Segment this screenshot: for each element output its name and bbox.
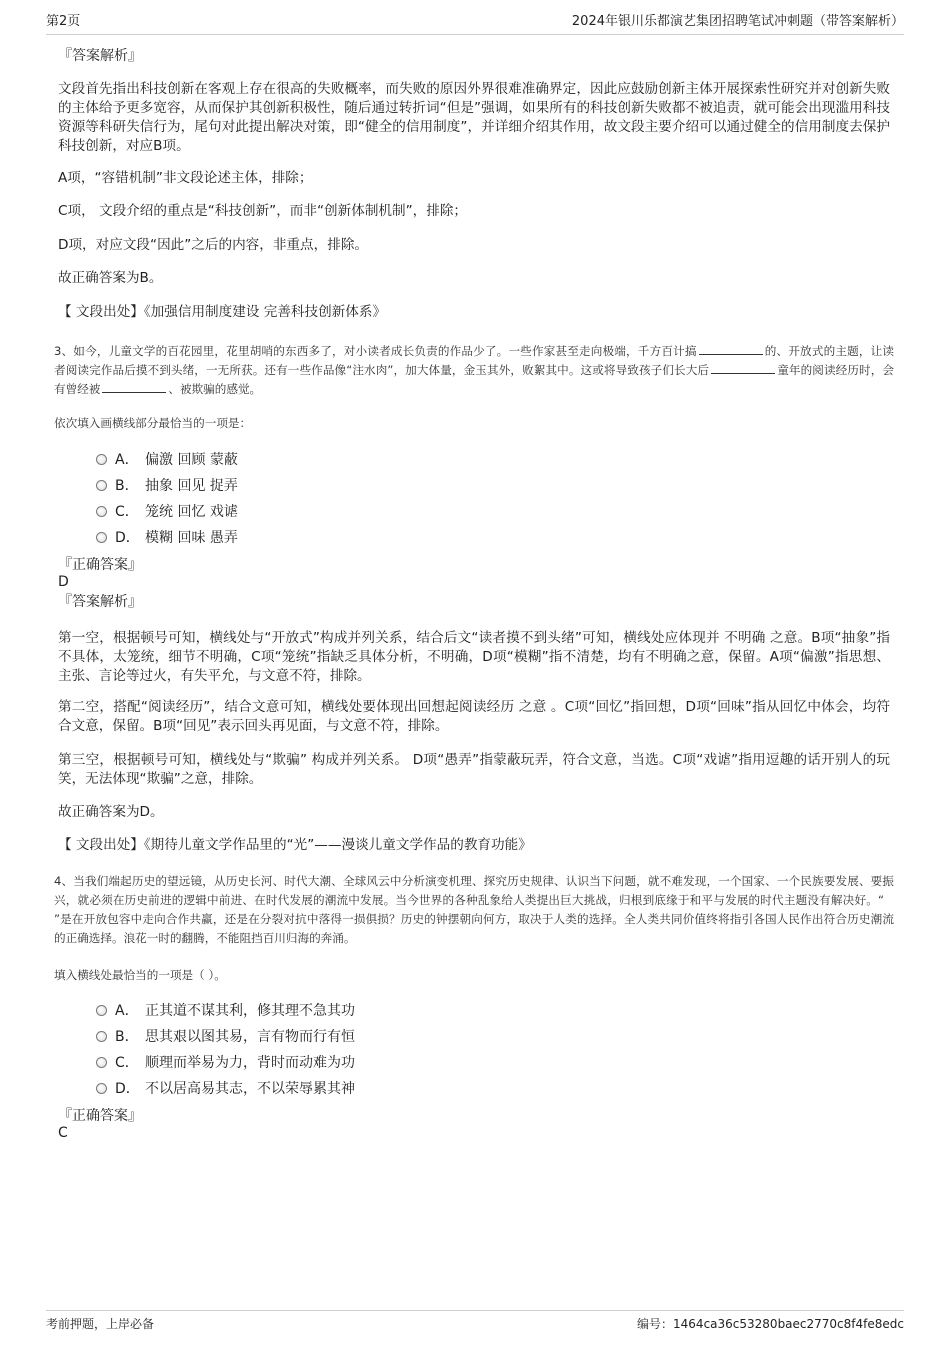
radio-icon[interactable] bbox=[96, 506, 107, 517]
option-text: 偏激 回顾 蒙蔽 bbox=[145, 452, 238, 468]
option-text: 顺理而举易为力，背时而动难为功 bbox=[145, 1055, 355, 1071]
answer-value: C bbox=[58, 1125, 68, 1141]
radio-icon[interactable] bbox=[96, 480, 107, 491]
question-text: ”是在开放包容中走向合作共赢，还是在分裂对抗中落得一损俱损？历史的钟摆朝向何方，取决于人类的选择。全人类共同价值终将指引各国人民作出符合历史潮流的正确选择。浪花一时的翻腾，不能阻挡百川归海的奔涌。 bbox=[54, 912, 894, 945]
question-3-text bbox=[54, 342, 894, 399]
instruction-text: 填入横线处最恰当的一项是（ ）。 bbox=[54, 968, 226, 982]
radio-icon[interactable] bbox=[96, 1005, 107, 1016]
radio-icon[interactable] bbox=[96, 454, 107, 465]
q3-source bbox=[58, 836, 890, 855]
answer-value: D bbox=[58, 574, 69, 590]
q3-analysis-para-1 bbox=[58, 629, 890, 686]
option-b[interactable] bbox=[96, 472, 928, 498]
option-text: 正其道不谋其利，修其理不急其功 bbox=[145, 1003, 355, 1019]
radio-icon[interactable] bbox=[96, 1083, 107, 1094]
para-text: 第二空，搭配“阅读经历”，结合文意可知，横线处要体现出回想起阅读经历 之意 。C项“回忆”指回想，D项“回味”指从回忆中体会，均符合文意，保留。B项“回见”表示回头再见面，与文意不符，排除。 bbox=[58, 699, 890, 734]
instruction-text: 依次填入画横线部分最恰当的一项是： bbox=[54, 416, 252, 430]
page-header bbox=[46, 14, 904, 35]
option-text: 模糊 回味 愚弄 bbox=[145, 530, 238, 546]
q4-answer bbox=[58, 1107, 890, 1141]
page-number: 第2页 bbox=[46, 14, 81, 29]
para-text: 故正确答案为B。 bbox=[58, 270, 163, 286]
answer-label: 『正确答案』 bbox=[58, 557, 142, 573]
question-3-options bbox=[96, 446, 928, 550]
document-id: 编号：1464ca36c53280baec2770c8f4fe8edc bbox=[637, 1317, 904, 1331]
question-3 bbox=[54, 342, 894, 399]
question-4 bbox=[54, 872, 894, 948]
question-4-text bbox=[54, 872, 894, 948]
q2-analysis-para-5 bbox=[58, 269, 890, 288]
question-text: 3、如今，儿童文学的百花园里，花里胡哨的东西多了，对小读者成长负责的作品少了。一些作家甚至走向极端，千方百计搞 bbox=[54, 344, 697, 358]
option-letter: D． bbox=[115, 1081, 140, 1097]
blank-2[interactable] bbox=[711, 361, 775, 374]
para-text: 【 文段出处】《期待儿童文学作品里的“光”——漫谈儿童文学作品的教育功能》 bbox=[58, 837, 532, 853]
para-text: D项，对应文段“因此”之后的内容，非重点，排除。 bbox=[58, 237, 369, 253]
option-letter: D． bbox=[115, 530, 140, 546]
para-text: 文段首先指出科技创新在客观上存在很高的失败概率，而失败的原因外界很难准确界定，因此应鼓励创新主体开展探索性研究并对创新失败的主体给予更多宽容，从而保护其创新积极性，随后通过转折词“但是”强调，如果所有的科技创新失败都不被追责，就可能会出现滥用科技资源等科研失信行为，尾句对此提出解决对策，即“健全的信用制度”，并详细介绍其作用，故文段主要介绍可以通过健全的信用制度去保护科技创新，对应B项。 bbox=[58, 81, 890, 154]
question-text: 童年的阅读经历时，会有曾经被 bbox=[54, 363, 894, 396]
question-text: 4、当我们端起历史的望远镜，从历史长河、时代大潮、全球风云中分析演变机理、探究历史规律、认识当下问题，就不难发现，一个国家、一个民族要发展、要振兴，就必须在历史前进的逻辑中前进、在时代发展的潮流中发展。当今世界的各种乱象给人类提出巨大挑战，归根到底缘于和平与发展的时代主题没有解决好。“ bbox=[54, 874, 894, 907]
q3-analysis-para-2 bbox=[58, 698, 890, 736]
q2-analysis-para-4 bbox=[58, 236, 890, 255]
radio-icon[interactable] bbox=[96, 1057, 107, 1068]
q3-analysis-para-3 bbox=[58, 751, 890, 789]
option-text: 抽象 回见 捉弄 bbox=[145, 478, 238, 494]
blank-3[interactable] bbox=[102, 380, 166, 393]
para-text: 第一空，根据顿号可知，横线处与“开放式”构成并列关系，结合后文“读者摸不到头绪”可知，横线处应体现并 不明确 之意。B项“抽象”指不具体，太笼统，细节不明确，C项“笼统”指缺乏具体分析，不明确，D项“模糊”指不清楚，均有不明确之意，保留。A项“偏激”指思想、主张、言论等过火，有失平允，与文意不符，排除。 bbox=[58, 630, 890, 684]
page-footer bbox=[46, 1310, 904, 1337]
para-text: 【 文段出处】《加强信用制度建设 完善科技创新体系》 bbox=[58, 304, 387, 320]
option-letter: C． bbox=[115, 504, 139, 520]
para-text: 故正确答案为D。 bbox=[58, 804, 164, 820]
question-text: 、被欺骗的感觉。 bbox=[168, 382, 262, 396]
q2-analysis bbox=[58, 47, 890, 65]
option-letter: B． bbox=[115, 478, 139, 494]
para-text: 第三空，根据顿号可知，横线处与“欺骗” 构成并列关系。 D项“愚弄”指蒙蔽玩弄，符合文意，当选。C项“戏谑”指用逗趣的话开别人的玩笑，无法体现“欺骗”之意，排除。 bbox=[58, 752, 890, 787]
option-letter: A． bbox=[115, 452, 139, 468]
option-text: 笼统 回忆 戏谑 bbox=[145, 504, 238, 520]
question-text: 的、开放式的主题，让读者阅读完作品后摸不到头绪，一无所获。还有一些作品像“注水肉”，加大体量，金玉其外，败絮其中。这或将导致孩子们长大后 bbox=[54, 344, 894, 377]
option-letter: A． bbox=[115, 1003, 139, 1019]
q2-analysis-para-2 bbox=[58, 169, 890, 188]
option-d[interactable] bbox=[96, 524, 928, 550]
answer-label: 『正确答案』 bbox=[58, 1108, 142, 1124]
option-a[interactable] bbox=[96, 446, 928, 472]
radio-icon[interactable] bbox=[96, 1031, 107, 1042]
para-text: A项，“容错机制”非文段论述主体，排除； bbox=[58, 170, 313, 186]
q2-analysis-para-1 bbox=[58, 80, 890, 156]
option-letter: B． bbox=[115, 1029, 139, 1045]
footer-slogan: 考前押题，上岸必备 bbox=[46, 1317, 155, 1331]
blank-1[interactable] bbox=[699, 342, 763, 355]
question-3-instruction bbox=[54, 414, 886, 433]
q3-analysis-para-4 bbox=[58, 803, 890, 822]
option-b[interactable] bbox=[96, 1023, 928, 1049]
analysis-label: 『答案解析』 bbox=[58, 594, 142, 610]
analysis-label: 『答案解析』 bbox=[58, 48, 142, 64]
option-d[interactable] bbox=[96, 1075, 928, 1101]
option-c[interactable] bbox=[96, 498, 928, 524]
radio-icon[interactable] bbox=[96, 532, 107, 543]
question-4-options bbox=[96, 997, 928, 1101]
para-text: C项， 文段介绍的重点是“科技创新”，而非“创新体制机制”，排除； bbox=[58, 203, 468, 219]
question-4-instruction bbox=[54, 966, 886, 985]
q3-answer bbox=[58, 556, 890, 611]
option-a[interactable] bbox=[96, 997, 928, 1023]
option-text: 思其艰以图其易，言有物而行有恒 bbox=[145, 1029, 355, 1045]
q2-analysis-para-3 bbox=[58, 202, 890, 221]
option-letter: C． bbox=[115, 1055, 139, 1071]
q2-source bbox=[58, 303, 890, 322]
document-title: 2024年银川乐都演艺集团招聘笔试冲刺题（带答案解析） bbox=[571, 14, 904, 29]
option-c[interactable] bbox=[96, 1049, 928, 1075]
option-text: 不以居高易其志，不以荣辱累其神 bbox=[145, 1081, 355, 1097]
